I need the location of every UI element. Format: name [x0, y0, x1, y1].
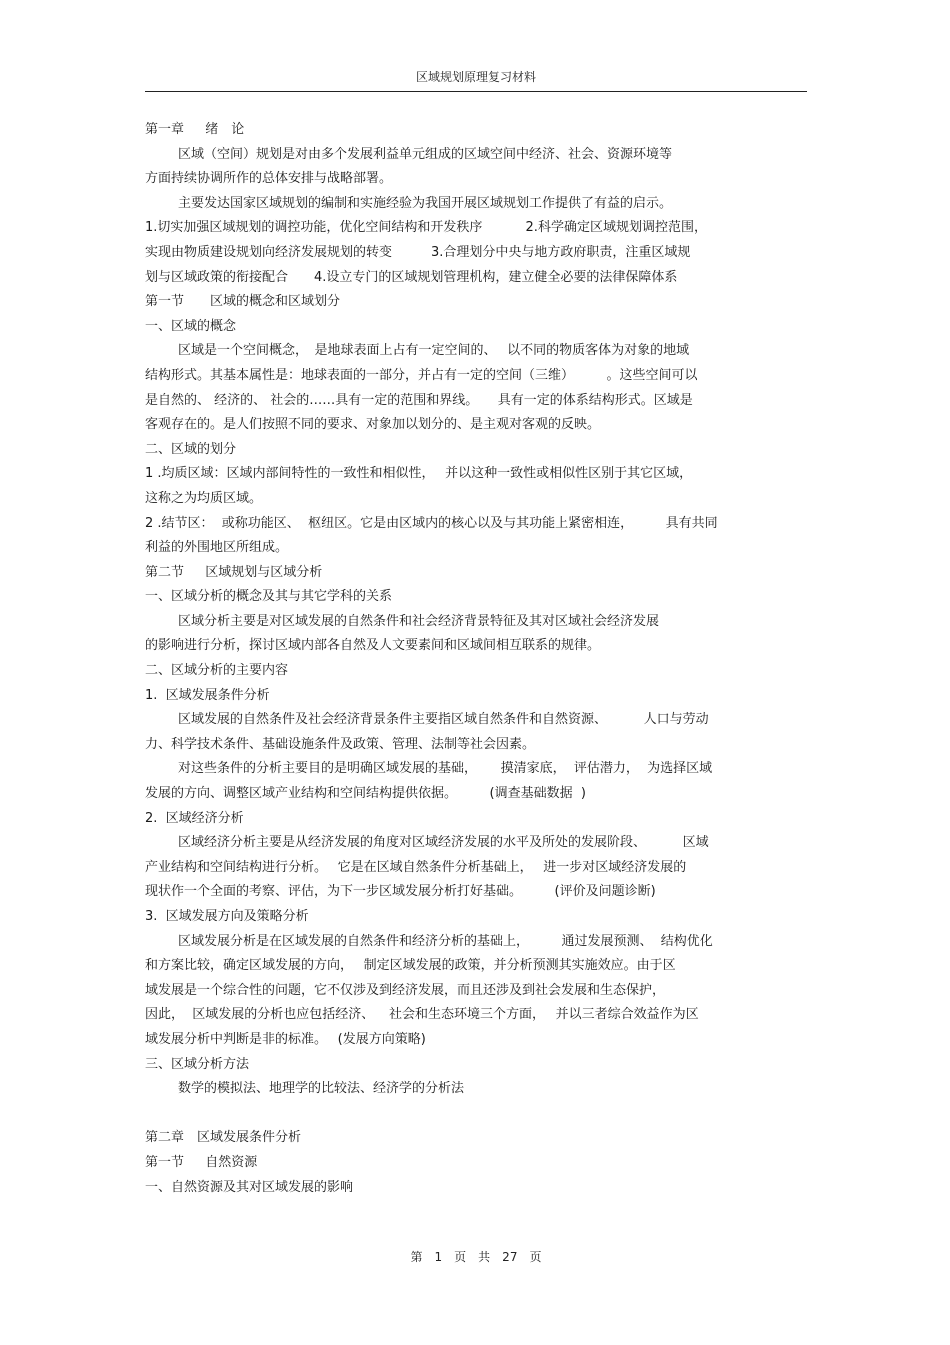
text-line: 实现由物质建设规划向经济发展规划的转变 3.合理划分中央与地方政府职责，注重区域规	[145, 244, 691, 260]
text-line: 结构形式。其基本属性是：地球表面的一部分，并占有一定的空间（三维） 。这些空间可以	[145, 367, 698, 383]
text-line: 这称之为均质区域。	[145, 490, 263, 506]
text-line: 第一章 绪 论	[145, 122, 245, 137]
text-line: 1.切实加强区域规划的调控功能，优化空间结构和开发秩序 2.科学确定区域规划调控范围，	[145, 220, 707, 236]
text-line: 客观存在的。是人们按照不同的要求、对象加以划分的、是主观对客观的反映。	[145, 417, 601, 433]
text-line: 发展的方向、调整区域产业结构和空间结构提供依据。 (调查基础数据 )	[145, 786, 586, 802]
page-footer-page-number: 第 1 页 共 27 页	[410, 1250, 542, 1264]
text-line: 二、区域分析的主要内容	[145, 663, 289, 679]
text-line: 利益的外围地区所组成。	[145, 540, 289, 556]
text-line: 第一节 自然资源	[145, 1154, 258, 1170]
text-line: 区域分析主要是对区域发展的自然条件和社会经济背景特征及其对区域社会经济发展	[178, 613, 660, 629]
text-line: 域发展是一个综合性的问题，它不仅涉及到经济发展，而且还涉及到社会发展和生态保护，	[145, 982, 666, 998]
text-line: 数学的模拟法、地理学的比较法、经济学的分析法	[178, 1081, 465, 1097]
text-line: 是自然的、 经济的、 社会的……具有一定的范围和界线。 具有一定的体系结构形式。区域是	[145, 392, 693, 408]
text-line: 域发展分析中判断是非的标准。 (发展方向策略)	[145, 1031, 426, 1047]
text-line: 区域发展的自然条件及社会经济背景条件主要指区域自然条件和自然资源、 人口与劳动	[178, 712, 709, 728]
text-line: 区域发展分析是在区域发展的自然条件和经济分析的基础上， 通过发展预测、 结构优化	[178, 933, 713, 949]
text-line: 力、科学技术条件、基础设施条件及政策、管理、法制等社会因素。	[145, 736, 536, 752]
text-line: 区域是一个空间概念， 是地球表面上占有一定空间的、 以不同的物质客体为对象的地域	[178, 343, 690, 359]
text-line: 和方案比较，确定区域发展的方向， 制定区域发展的政策，并分析预测其实施效应。由于区	[145, 958, 676, 974]
text-line: 方面持续协调所作的总体安排与战略部署。	[145, 171, 393, 187]
text-line: 区域（空间）规划是对由多个发展利益单元组成的区域空间中经济、社会、资源环境等	[178, 146, 673, 162]
text-line: 一、区域的概念	[145, 318, 237, 334]
text-line: 现状作一个全面的考察、评估，为下一步区域发展分析打好基础。 (评价及问题诊断)	[145, 884, 656, 900]
text-line: 第二章 区域发展条件分析	[145, 1130, 302, 1146]
blank-line	[145, 1102, 807, 1127]
text-line: 一、区域分析的概念及其与其它学科的关系	[145, 589, 393, 605]
text-line: 产业结构和空间结构进行分析。 它是在区域自然条件分析基础上， 进一步对区域经济发展的	[145, 859, 687, 875]
text-line: 第二节 区域规划与区域分析	[145, 564, 323, 580]
text-line: 一、自然资源及其对区域发展的影响	[145, 1179, 354, 1195]
text-line: 的影响进行分析，探讨区域内部各自然及人文要素间和区域间相互联系的规律。	[145, 638, 601, 654]
text-line: 对这些条件的分析主要目的是明确区域发展的基础， 摸清家底， 评估潜力， 为选择区域	[178, 761, 713, 777]
text-line: 2 .结节区： 或称功能区、 枢纽区。它是由区域内的核心以及与其功能上紧密相连， 具有共同	[145, 515, 718, 531]
page-header-title: 区域规划原理复习材料	[415, 70, 536, 84]
text-line: 3. 区域发展方向及策略分析	[145, 909, 309, 924]
text-line: 划与区域政策的衔接配合 4.设立专门的区域规划管理机构，建立健全必要的法律保障体系	[145, 269, 678, 285]
text-line: 2. 区域经济分析	[145, 810, 244, 826]
text-line: 区域经济分析主要是从经济发展的角度对区域经济发展的水平及所处的发展阶段、 区域	[178, 835, 709, 851]
text-line: 主要发达国家区域规划的编制和实施经验为我国开展区域规划工作提供了有益的启示。	[178, 195, 673, 211]
document-body	[145, 118, 807, 1200]
text-line: 1 .均质区域：区域内部间特性的一致性和相似性， 并以这种一致性或相似性区别于其它区域，	[145, 466, 693, 482]
text-line: 三、区域分析方法	[145, 1056, 250, 1072]
text-line: 因此， 区域发展的分析也应包括经济、 社会和生态环境三个方面， 并以三者综合效益作为区	[145, 1007, 699, 1023]
text-line: 1. 区域发展条件分析	[145, 687, 270, 703]
text-line: 第一节 区域的概念和区域划分	[145, 294, 341, 310]
header-divider	[145, 91, 807, 92]
text-line: 二、区域的划分	[145, 441, 237, 457]
